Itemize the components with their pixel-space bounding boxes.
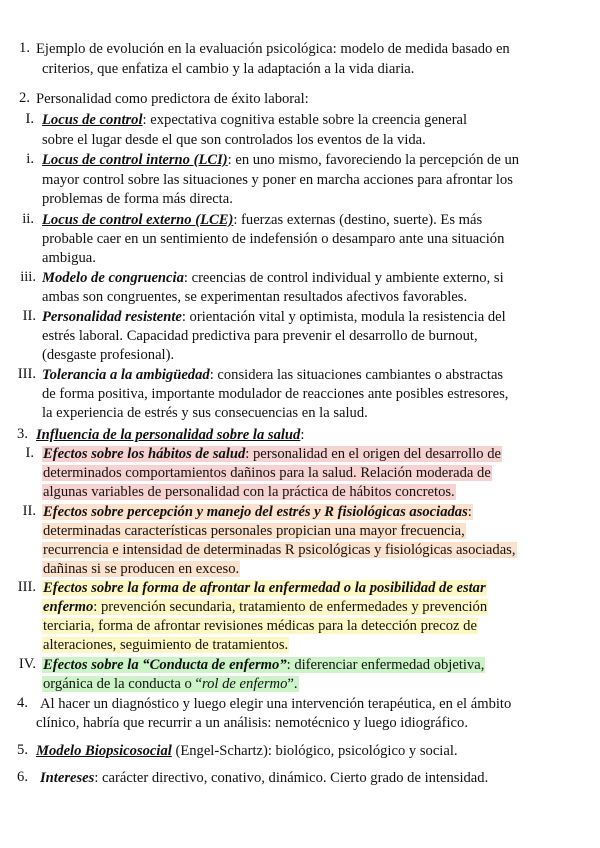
- item-2d-line-1: Modelo de congruencia: creencias de control individual y ambiente externo, si: [42, 270, 504, 286]
- item-5-line: Modelo Biopsicosocial (Engel-Schartz): biológico, psicológico y social.: [36, 743, 458, 759]
- item-3c-line-4: alteraciones, seguimiento de tratamientos.: [43, 637, 289, 653]
- item-2-number: 2.: [19, 90, 30, 106]
- biopsicosocial-term: Modelo Biopsicosocial: [36, 743, 172, 759]
- item-2e-line-3: (desgaste profesional).: [42, 347, 175, 363]
- item-2b-line-3: problemas de forma más directa.: [42, 191, 233, 207]
- item-3b-line-4: dañinas si se producen en exceso.: [43, 561, 240, 577]
- item-3c-line-2: enfermo: prevención secundaria, tratamiento de enfermedades y prevención: [43, 599, 488, 615]
- item-2c-number: ii.: [22, 211, 34, 227]
- lci-term: Locus de control interno (LCI): [42, 152, 228, 168]
- item-2b-line-2: mayor control sobre las situaciones y poner en marcha acciones para afrontar los: [42, 172, 513, 188]
- item-2b-line-1: Locus de control interno (LCI): en uno mismo, favoreciendo la percepción de un: [42, 152, 520, 168]
- item-5-number: 5.: [17, 742, 28, 758]
- conducta-term: Efectos sobre la “Conducta de enfermo”: [43, 657, 287, 673]
- item-1-number: 1.: [19, 40, 30, 56]
- item-2c-line-3: ambigua.: [42, 250, 96, 266]
- item-2c-line-2: probable caer en un sentimiento de indefensión o desamparo ante una situación: [42, 231, 505, 247]
- resistente-term: Personalidad resistente: [42, 309, 182, 325]
- item-4-number: 4.: [17, 695, 28, 711]
- habitos-term: Efectos sobre los hábitos de salud: [43, 446, 246, 462]
- item-3c-line-1: [42, 579, 487, 598]
- item-2f-line-2: de forma positiva, importante modulador de reacciones ante posibles estresores,: [42, 386, 509, 402]
- item-3a-line-2: determinados comportamientos dañinos para la salud. Relación moderada de: [43, 465, 491, 481]
- estres-term: Efectos sobre percepción y manejo del estrés y R fisiológicas asociadas: [43, 504, 468, 520]
- item-3-heading: Influencia de la personalidad sobre la salud:: [36, 427, 305, 443]
- item-2f-line-3: la experiencia de estrés y sus consecuencias en la salud.: [42, 405, 368, 421]
- item-3c-line-3: terciaria, forma de afrontar revisiones médicas para la detección precoz de: [43, 618, 477, 634]
- item-2d-number: iii.: [20, 269, 36, 285]
- item-3b-line-3: recurrencia e intensidad de determinadas R psicológicas y fisiológicas asociadas,: [43, 542, 516, 558]
- item-2d-line-2: ambas son congruentes, se experimentan resultados afectivos favorables.: [42, 289, 468, 305]
- item-1-line-2: criterios, que enfatiza el cambio y la adaptación a la vida diaria.: [42, 61, 415, 77]
- item-2c-line-1: Locus de control externo (LCE): fuerzas externas (destino, suerte). Es más: [42, 212, 483, 228]
- item-2e-number: II.: [22, 308, 36, 324]
- item-4-line-1: Al hacer un diagnóstico y luego elegir una intervención terapéutica, en el ámbito: [40, 696, 512, 712]
- item-3c-number: III.: [17, 579, 36, 595]
- item-2a-line-1: Locus de control: expectativa cognitiva estable sobre la creencia general: [42, 112, 468, 128]
- item-3b-line-1: Efectos sobre percepción y manejo del estrés y R fisiológicas asociadas:: [43, 504, 472, 520]
- enfermo-term: enfermo: [43, 599, 94, 615]
- item-2-heading: Personalidad como predictora de éxito laboral:: [36, 91, 309, 107]
- item-2f-number: III.: [17, 366, 36, 382]
- congruencia-term: Modelo de congruencia: [42, 270, 184, 286]
- ambiguedad-term: Tolerancia a la ambigüedad: [42, 367, 210, 383]
- item-1-line-1: Ejemplo de evolución en la evaluación psicológica: modelo de medida basado en: [36, 41, 510, 57]
- locus-control-term: Locus de control: [42, 112, 143, 128]
- item-6-line: Intereses: carácter directivo, conativo, dinámico. Cierto grado de intensidad.: [40, 770, 489, 786]
- item-2f-line-1: Tolerancia a la ambigüedad: considera las situaciones cambiantes o abstractas: [42, 367, 504, 383]
- item-2a-number: I.: [25, 111, 34, 127]
- item-3d-number: IV.: [18, 656, 36, 672]
- item-3-number: 3.: [17, 426, 28, 442]
- item-3b-line-2: determinadas características personales propician una mayor frecuencia,: [43, 523, 465, 539]
- afrontar-term: Efectos sobre la forma de afrontar la enfermedad o la posibilidad de estar: [43, 580, 486, 596]
- item-2b-number: i.: [26, 151, 34, 167]
- item-3-title: Influencia de la personalidad sobre la salud: [36, 427, 301, 443]
- item-6-number: 6.: [17, 769, 28, 785]
- rol-enfermo-term: rol de enfermo: [201, 676, 288, 692]
- item-3a-number: I.: [25, 445, 34, 461]
- lce-term: Locus de control externo (LCE): [42, 212, 234, 228]
- intereses-term: Intereses: [40, 770, 95, 786]
- item-3d-line-1: Efectos sobre la “Conducta de enfermo”: diferenciar enfermedad objetiva,: [43, 657, 485, 673]
- item-3a-line-1: Efectos sobre los hábitos de salud: personalidad en el origen del desarrollo de: [43, 446, 502, 462]
- item-3a-line-3: algunas variables de personalidad con la práctica de hábitos concretos.: [43, 484, 455, 500]
- item-3b-number: II.: [22, 503, 36, 519]
- item-2a-line-2: sobre el lugar desde el que son controlados los eventos de la vida.: [42, 132, 426, 148]
- item-2e-line-1: Personalidad resistente: orientación vital y optimista, modula la resistencia del: [42, 309, 506, 325]
- item-3d-line-2: orgánica de la conducta o “rol de enfermo”.: [43, 676, 298, 692]
- item-4-line-2: clínico, habría que recurrir a un análisis: nemotécnico y luego idiográfico.: [36, 715, 468, 731]
- item-2e-line-2: estrés laboral. Capacidad predictiva para prevenir el desarrollo de burnout,: [42, 328, 478, 344]
